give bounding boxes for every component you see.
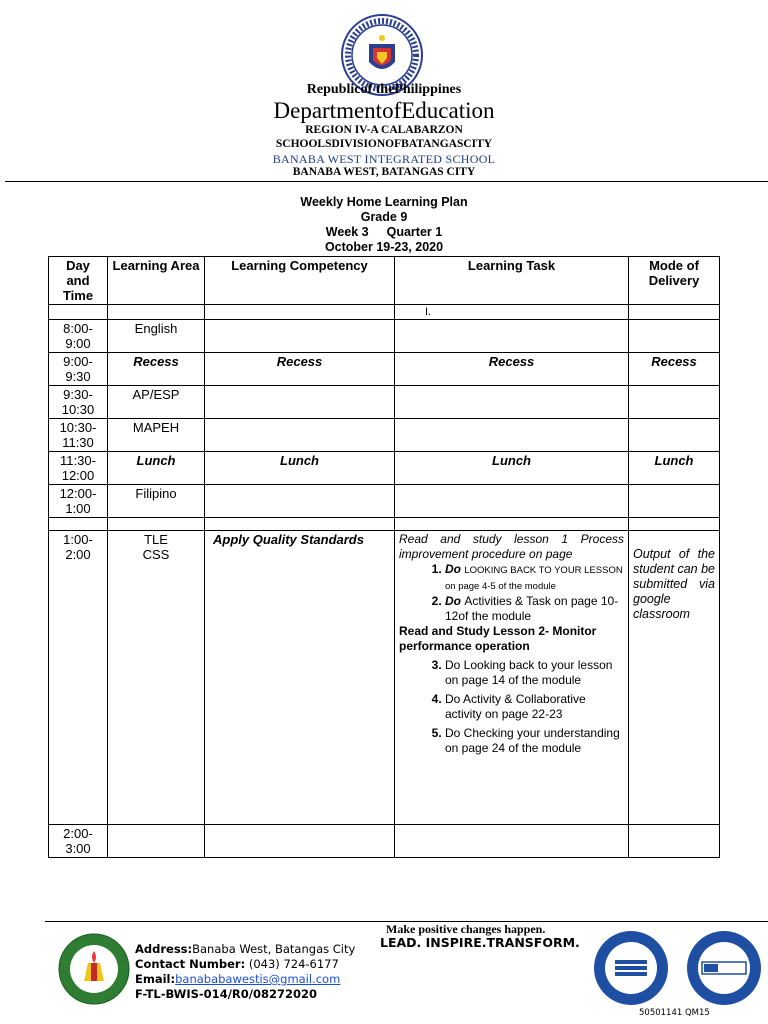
- republic-line: Republicof thePhilippines: [306, 82, 462, 97]
- task-item: 5. Do Checking your understanding on page 24 of the module: [445, 726, 624, 756]
- plan-title: Weekly Home Learning Plan: [300, 195, 468, 209]
- task-cell: [395, 531, 629, 825]
- footer-contact: Contact Number: (043) 724-6177: [135, 957, 339, 971]
- task-cell: Recess: [395, 353, 629, 386]
- task-intro: Read and study lesson 1 Process improvement procedure on page: [399, 532, 624, 561]
- table-row: [49, 518, 720, 531]
- learning-plan-table: [48, 256, 720, 858]
- school-name: BANABA WEST INTEGRATED SCHOOL: [272, 152, 496, 166]
- table-row: [49, 353, 720, 386]
- competency-cell: Apply Quality Standards: [205, 531, 395, 825]
- table-row: [49, 386, 720, 419]
- header-divider: [5, 181, 768, 182]
- table-header-row: [49, 257, 720, 305]
- area-cell: Recess: [108, 353, 205, 386]
- competency-cell: Lunch: [205, 452, 395, 485]
- school-location: BANABA WEST, BATANGAS CITY: [292, 166, 476, 178]
- time-cell: 8:00-9:00: [49, 320, 108, 353]
- time-cell: 11:30-12:00: [49, 452, 108, 485]
- table-row: [49, 419, 720, 452]
- time-cell: 1:00-2:00: [49, 531, 108, 825]
- time-cell: 10:30-11:30: [49, 419, 108, 452]
- area-line-tle: TLE: [144, 532, 168, 547]
- region-line: REGION IV-A CALABARZON: [305, 124, 463, 136]
- task-list-2: [399, 658, 624, 756]
- task-cell: Lunch: [395, 452, 629, 485]
- area-cell: English: [108, 320, 205, 353]
- cert-number: 50501141 QM15: [639, 1008, 710, 1018]
- plan-week: Week 3: [325, 225, 369, 239]
- time-cell: 12:00-1:00: [49, 485, 108, 518]
- slogan-line-1: Make positive changes happen.: [386, 922, 546, 936]
- header-mode-of-delivery: Mode of Delivery: [629, 257, 720, 305]
- plan-quarter: Quarter 1: [386, 225, 443, 239]
- time-cell: 9:30-10:30: [49, 386, 108, 419]
- task-item: 2. Do Activities & Task on page 10-12of the module: [445, 594, 624, 624]
- area-cell: Filipino: [108, 485, 205, 518]
- section-marker: I.: [395, 305, 629, 320]
- time-cell: 9:00-9:30: [49, 353, 108, 386]
- form-code: F-TL-BWIS-014/R0/08272020: [135, 987, 317, 1001]
- table-row: [49, 320, 720, 353]
- header-learning-area: Learning Area: [108, 257, 205, 305]
- task-lesson2: Read and Study Lesson 2- Monitor performance operation: [399, 624, 597, 653]
- department-line: DepartmentofEducation: [273, 98, 495, 123]
- mode-cell: Recess: [629, 353, 720, 386]
- school-logo: [58, 933, 130, 1005]
- task-item: 3. Do Looking back to your lesson on page 14 of the module: [445, 658, 624, 688]
- header-learning-task: Learning Task: [395, 257, 629, 305]
- time-cell: 2:00-3:00: [49, 825, 108, 858]
- slogan-line-2: LEAD. INSPIRE.TRANSFORM.: [380, 935, 580, 950]
- area-cell: AP/ESP: [108, 386, 205, 419]
- footer-address: Address:Banaba West, Batangas City: [135, 942, 356, 956]
- email-link[interactable]: banababawestis@gmail.com: [175, 972, 341, 986]
- mode-cell: Lunch: [629, 452, 720, 485]
- area-cell: [108, 531, 205, 825]
- task-item: 1. Do LOOKING BACK TO YOUR LESSON on page 4-5 of the module: [445, 562, 624, 594]
- iqnet-logo: [686, 930, 762, 1006]
- dqs-iso-logo: [593, 930, 669, 1006]
- area-cell: MAPEH: [108, 419, 205, 452]
- task-item: 4. Do Activity & Collaborative activity on page 22-23: [445, 692, 624, 722]
- table-row: [49, 305, 720, 320]
- plan-date: October 19-23, 2020: [324, 240, 444, 254]
- task-list-1: [399, 562, 624, 624]
- footer-email: Email:banababawestis@gmail.com: [135, 972, 341, 986]
- mode-cell: Output of the student can be submitted via google classroom: [629, 531, 720, 825]
- table-row: [49, 825, 720, 858]
- division-line: SCHOOLSDIVISIONOFBATANGASCITY: [275, 138, 493, 150]
- plan-week-quarter: [0, 225, 768, 239]
- header-day-time: Day and Time: [49, 257, 108, 305]
- table-row: [49, 531, 720, 825]
- plan-grade: Grade 9: [360, 210, 408, 224]
- table-row: [49, 452, 720, 485]
- competency-cell: Recess: [205, 353, 395, 386]
- table-row: [49, 485, 720, 518]
- area-line-css: CSS: [142, 547, 170, 562]
- header-learning-competency: Learning Competency: [205, 257, 395, 305]
- area-cell: Lunch: [108, 452, 205, 485]
